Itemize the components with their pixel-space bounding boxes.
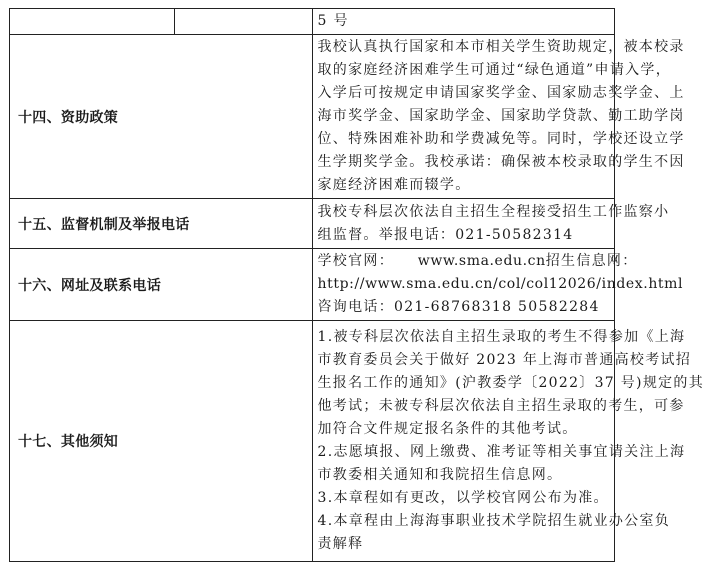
notes-line: 2.志愿填报、网上缴费、准考证等相关事宜请关注上海 (317, 444, 686, 460)
label-subcell-left (10, 9, 174, 34)
notes-line: 1.被专科层次依法自主招生录取的考生不得参加《上海 (317, 329, 686, 345)
label-subcell-right (174, 9, 311, 34)
table-row-financial-aid (10, 35, 615, 199)
notes-line: 市教育委员会关于做好 2023 年上海市普通高校考试招 (317, 352, 692, 368)
table-row-supervision (10, 199, 615, 249)
notes-line: 生报名工作的通知》(沪教委学〔2022〕37 号)规定的其 (317, 375, 704, 391)
table-row-contact (10, 249, 615, 321)
website-group (318, 250, 546, 273)
financial-aid-line: 我校认真执行国家和本市相关学生资助规定，被本校录 (317, 39, 685, 55)
admissions-site-link[interactable]: http://www.sma.edu.cn/col/col12026/index.html (317, 276, 684, 292)
section-label-notes: 十七、其他须知 (10, 321, 313, 562)
continued-text: 5 号 (317, 13, 349, 29)
financial-aid-line: 位、特殊困难补助和学费减免等。同时，学校还设立学 (317, 131, 685, 147)
notes-line: 3.本章程如有更改，以学校官网公布为准。 (317, 490, 609, 506)
financial-aid-line: 入学后可按规定申请国家奖学金、国家励志奖学金、上 (317, 85, 685, 101)
supervision-line: 组监督。举报电话：021-50582314 (317, 226, 574, 243)
label-cell-empty (10, 9, 313, 35)
regulations-table (9, 8, 704, 562)
phone-line: 咨询电话：021-68768318 50582284 (317, 299, 600, 315)
financial-aid-line: 生学期奖学金。我校承诺：确保被本校录取的学生不因 (317, 154, 685, 170)
supervision-content (312, 199, 670, 249)
notes-line: 市教委相关通知和我院招生信息网。 (317, 467, 563, 483)
notes-line: 责解释 (317, 536, 364, 552)
notes-content (312, 321, 704, 562)
website-label: 学校官网： (317, 253, 394, 269)
notes-line: 他考试；未被专科层次依法自主招生录取的考生，可参 (317, 398, 685, 414)
contact-content (312, 249, 684, 321)
admissions-site-label: 招生信息网： (545, 253, 638, 269)
financial-aid-line: 取的家庭经济困难学生可通过“绿色通道”申请入学， (317, 62, 672, 78)
table-row-notes (10, 321, 615, 562)
notes-line: 加符合文件规定报名条件的其他考试。 (317, 421, 578, 437)
notes-line: 4.本章程由上海海事职业技术学院招生就业办公室负 (317, 513, 671, 529)
financial-aid-content (312, 35, 685, 199)
website-line (317, 250, 638, 273)
section-label-financial-aid: 十四、资助政策 (10, 35, 313, 199)
financial-aid-line: 海市奖学金、国家助学金、国家助学贷款、勤工助学岗 (317, 108, 685, 124)
table-row-continued (10, 9, 615, 35)
financial-aid-line: 家庭经济困难而辍学。 (317, 177, 471, 193)
supervision-line: 我校专科层次依法自主招生全程接受招生工作监察小 (317, 203, 670, 220)
section-label-supervision: 十五、监督机制及举报电话 (10, 199, 313, 249)
section-label-contact: 十六、网址及联系电话 (10, 249, 313, 321)
continued-content-cell (312, 9, 615, 35)
website-link[interactable]: www.sma.edu.cn (417, 253, 546, 269)
